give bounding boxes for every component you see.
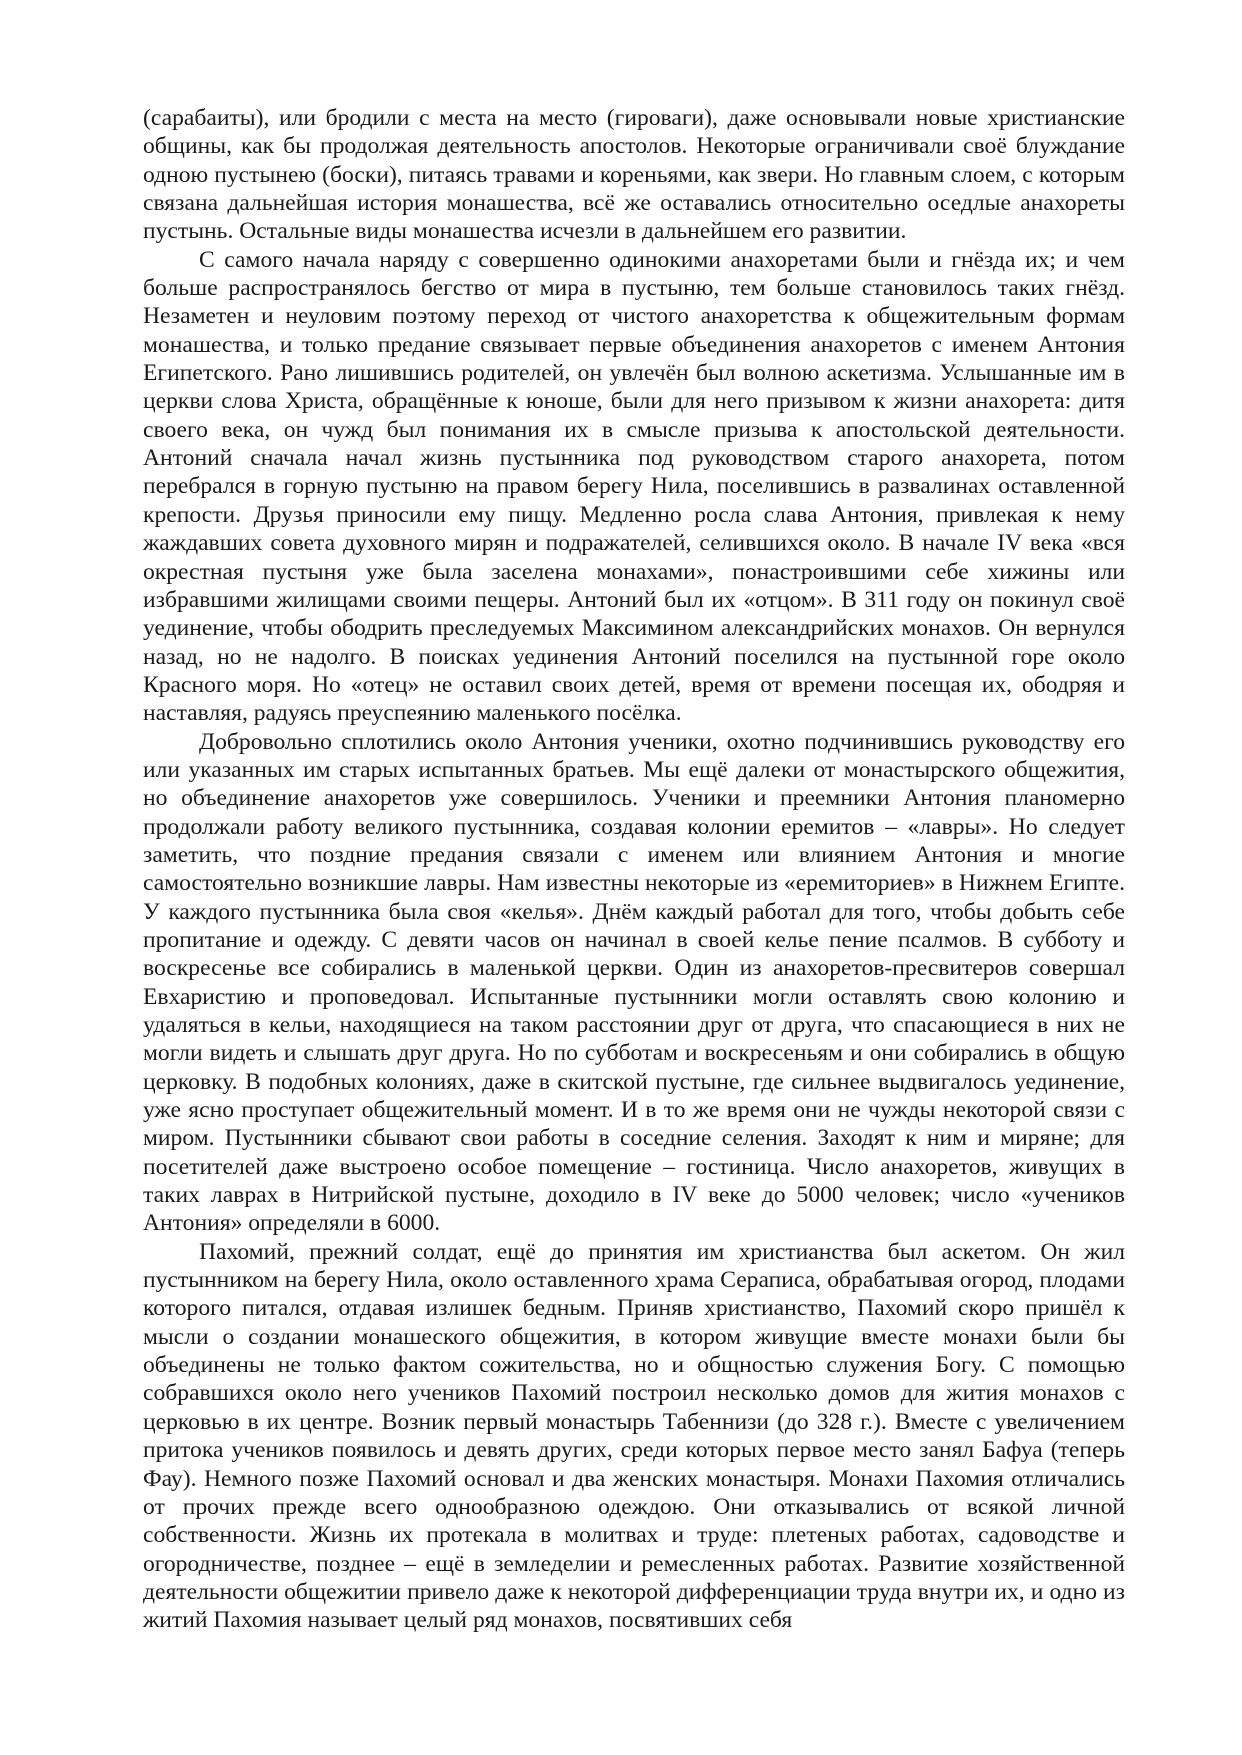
paragraph-pachomius: Пахомий, прежний солдат, ещё до принятия им христианства был аскетом. Он жил пустынником на берегу Нила, около оставленного храма Сераписа, обрабатывая огород, плодами которого питался, отдавая излишек бедным. Приняв христианство, Пахомий скоро пришёл к мысли о создании монашеского общежития, в котором живущие вместе монахи были бы объединены не только фактом сожительства, но и общностью служения Богу. С помощью собравшихся около него учеников Пахомий построил несколько домов для жития монахов с церковью в их центре. Возник первый монастырь Табеннизи (до 328 г.). Вместе с увеличением притока учеников появилось и девять других, среди которых первое место занял Бафуа (теперь Фау). Немного позже Пахомий основал и два женских монастыря. Монахи Пахомия отличались от прочих прежде всего однообразною одеждою. Они отказывались от всякой личной собственности. Жизнь их протекала в молитвах и труде: плетеных работах, садоводстве и огородничестве, позднее – ещё в земледелии и ремесленных работах. Развитие хозяйственной деятельности общежитии привело даже к некоторой дифференциации труда внутри их, и одно из житий Пахомия называет целый ряд монахов, посвятивших себя [143,1238,1125,1634]
document-body [143,104,1125,1635]
paragraph-lavras: Добровольно сплотились около Антония ученики, охотно подчинившись руководству его или указанных им старых испытанных братьев. Мы ещё далеки от монастырского общежития, но объединение анахоретов уже совершилось. Ученики и преемники Антония планомерно продолжали работу великого пустынника, создавая колонии еремитов – «лавры». Но следует заметить, что поздние предания связали с именем или влиянием Антония и многие самостоятельно возникшие лавры. Нам известны некоторые из «еремиториев» в Нижнем Египте. У каждого пустынника была своя «келья». Днём каждый работал для того, чтобы добыть себе пропитание и одежду. С девяти часов он начинал в своей келье пение псалмов. В субботу и воскресенье все собирались в маленькой церкви. Один из анахоретов-пресвитеров совершал Евхаристию и проповедовал. Испытанные пустынники могли оставлять свою колонию и удаляться в кельи, находящиеся на таком расстоянии друг от друга, что спасающиеся в них не могли видеть и слышать друг друга. Но по субботам и воскресеньям и они собирались в общую церковку. В подобных колониях, даже в скитской пустыне, где сильнее выдвигалось уединение, уже ясно проступает общежительный момент. И в то же время они не чужды некоторой связи с миром. Пустынники сбывают свои работы в соседние селения. Заходят к ним и миряне; для посетителей даже выстроено особое помещение – гостиница. Число анахоретов, живущих в таких лаврах в Нитрийской пустыне, доходило в IV веке до 5000 человек; число «учеников Антония» определяли в 6000. [143,728,1125,1237]
paragraph-continuation: (сарабаиты), или бродили с места на место (гироваги), даже основывали новые христианские общины, как бы продолжая деятельность апостолов. Некоторые ограничивали своё блуждание одною пустынею (боски), питаясь травами и кореньями, как звери. Но главным слоем, с которым связана дальнейшая история монашества, всё же оставались относительно оседлые анахореты пустынь. Остальные виды монашества исчезли в дальнейшем его развитии. [143,105,1125,245]
paragraph-antony: С самого начала наряду с совершенно одинокими анахоретами были и гнёзда их; и чем больше распространялось бегство от мира в пустыню, тем больше становилось таких гнёзд. Незаметен и неуловим поэтому переход от чистого анахоретства к общежительным формам монашества, и только предание связывает первые объединения анахоретов с именем Антония Египетского. Рано лишившись родителей, он увлечён был волною аскетизма. Услышанные им в церкви слова Христа, обращённые к юноше, были для него призывом к жизни анахорета: дитя своего века, он чужд был понимания их в смысле призыва к апостольской деятельности. Антоний сначала начал жизнь пустынника под руководством старого анахорета, потом перебрался в горную пустыню на правом берегу Нила, поселившись в развалинах оставленной крепости. Друзья приносили ему пищу. Медленно росла слава Антония, привлекая к нему жаждавших совета духовного мирян и подражателей, селившихся около. В начале IV века «вся окрестная пустыня уже была заселена монахами», понастроившими себе хижины или избравшими жилищами своими пещеры. Антоний был их «отцом». В 311 году он покинул своё уединение, чтобы ободрить преследуемых Максимином александрийских монахов. Он вернулся назад, но не надолго. В поисках уединения Антоний поселился на пустынной горе около Красного моря. Но «отец» не оставил своих детей, время от времени посещая их, ободряя и наставляя, радуясь преуспеянию маленького посёлка. [143,246,1125,727]
